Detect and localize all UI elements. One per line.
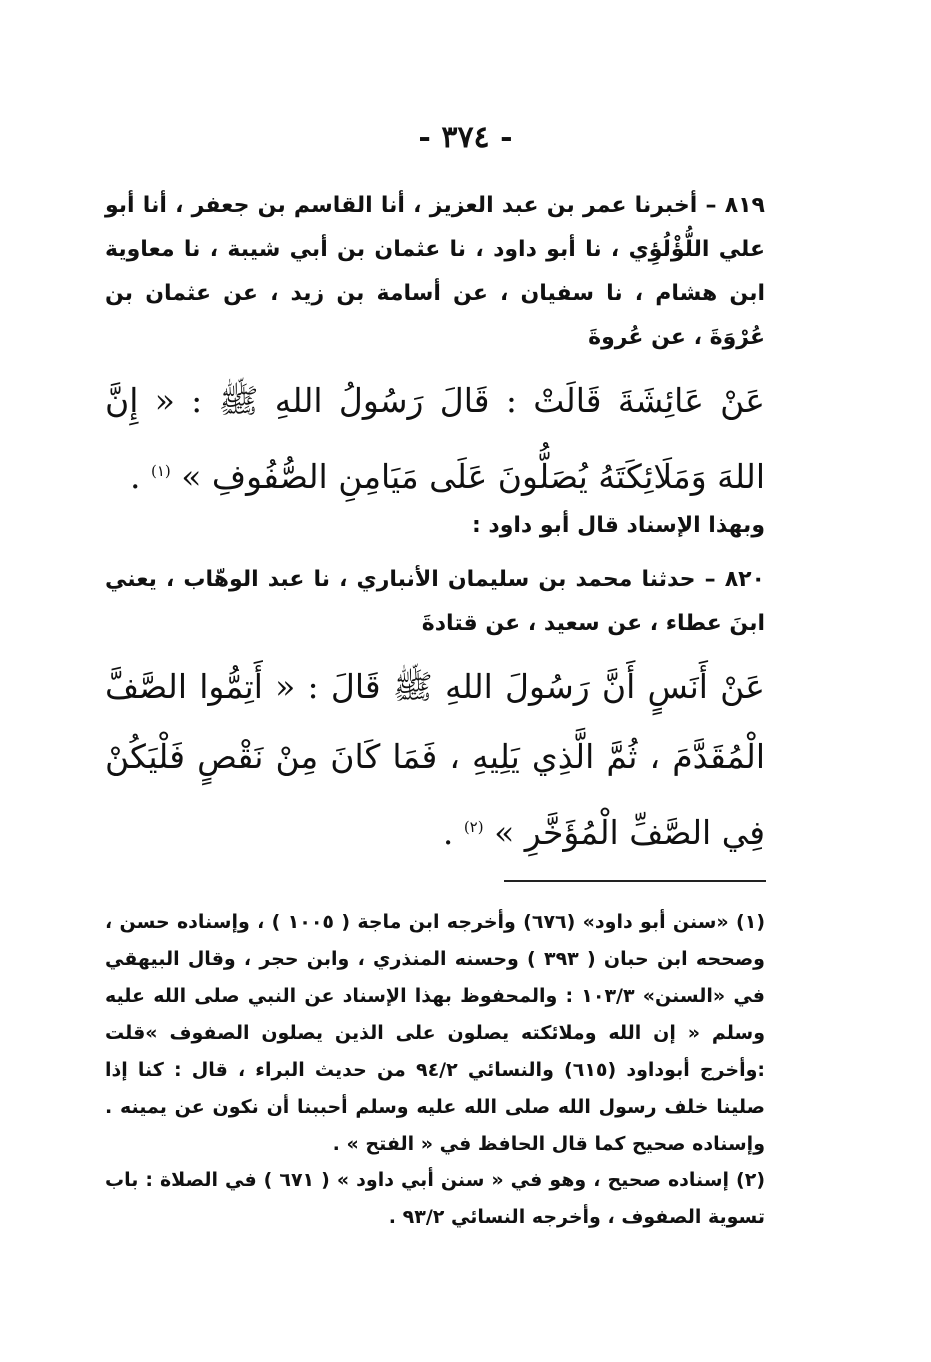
footnote-1: (١) «سنن أبو داود» (٦٧٦) وأخرجه ابن ماجة ( ١٠٠٥ ) ، وإسناده حسن ، وصححه ابن حبان ( ٣٩٣ ) وحسنه المنذري ، وابن حجر ، وقال البيهقي في «السنن» ١٠٣/٣ : والمحفوظ بهذا الإسناد عن النبي صلى الله عليه وسلم « إن الله وملائكته يصلون على الذين يصلون الصفوف »قلت :وأخرج أبوداود (٦١٥) والنسائي ٩٤/٢ من حديث البراء ، قال : كنا إذا صلينا خلف رسول الله صلى الله عليه وسلم أحببنا أن نكون عن يمينه . وإسناده صحيح كما قال الحافظ في « الفتح » .: [105, 911, 765, 1155]
hadith-820-end: .: [442, 813, 454, 852]
footnote-ref-1: (١): [150, 462, 171, 480]
page-number: - ٣٧٤ -: [418, 120, 513, 155]
hadith-819-isnad: ٨١٩ – أخبرنا عمر بن عبد العزيز ، أنا القاسم بن جعفر ، أنا أبو علي اللُّؤْلُؤِي ، نا أبو داود ، نا عثمان بن أبي شيبة ، نا معاوية ابن هشام ، نا سفيان ، عن أسامة بن زيد ، عن عثمان بن عُرْوَةَ ، عن عُروةَ: [105, 193, 765, 350]
hadith-819-matn: [105, 366, 765, 512]
hadith-820-isnad: ٨٢٠ – حدثنا محمد بن سليمان الأنباري ، نا عبد الوهّاب ، يعني ابنَ عطاء ، عن سعيد ، عن قتادةَ: [105, 567, 765, 636]
footnote-ref-2: (٢): [463, 818, 484, 836]
hadith-820-matn-text: عَنْ أَنَسٍ أَنَّ رَسُولَ اللهِ ﷺ قَالَ : « أَتِمُّوا الصَّفَّ الْمُقَدَّمَ ، ثُمَّ الَّذِي يَلِيهِ ، فَمَا كَانَ مِنْ نَقْصٍ فَلْيَكُنْ فِي الصَّفِّ الْمُؤَخَّرِ »: [105, 667, 765, 852]
transition-line: وبهذا الإسناد قال أبو داود :: [471, 513, 765, 538]
hadith-820-matn: [105, 652, 765, 868]
hadith-819-matn-text: عَنْ عَائِشَةَ قَالَتْ : قَالَ رَسُولُ اللهِ ﷺ : « إِنَّ اللهَ وَمَلَائِكَتَهُ يُصَلُّونَ عَلَى مَيَامِنِ الصُّفُوفِ »: [105, 381, 765, 496]
hadith-819-end: .: [129, 457, 141, 496]
footnote-divider: [504, 880, 766, 882]
footnote-2: (٢) إسناده صحيح ، وهو في « سنن أبي داود » ( ٦٧١ ) في الصلاة : باب تسوية الصفوف ، وأخرجه النسائي ٩٣/٢ .: [105, 1169, 765, 1228]
